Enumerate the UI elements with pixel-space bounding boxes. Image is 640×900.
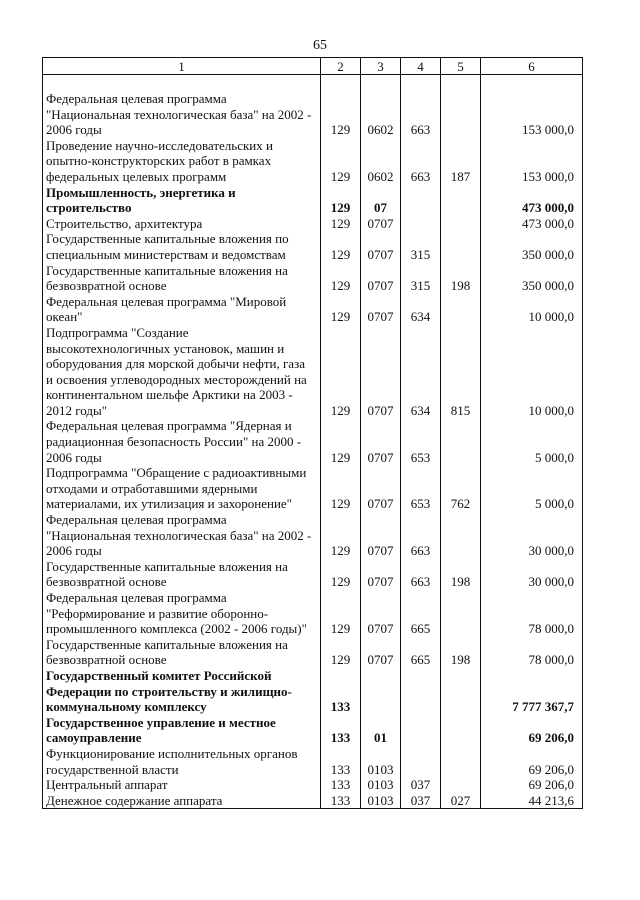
row-amount-cell: 350 000,0: [481, 263, 583, 294]
table-row: [43, 746, 583, 777]
row-code-4-cell: 634: [401, 294, 441, 325]
row-code-5-cell: [441, 185, 481, 216]
row-name-cell: Проведение научно-исследовательских и опытно-конструкторских работ в рамках федеральных целевых программ: [43, 138, 321, 185]
row-code-2-cell: 129: [321, 637, 361, 668]
table-row: [43, 465, 583, 512]
row-code-4-cell: 665: [401, 637, 441, 668]
table-row: [43, 418, 583, 465]
row-name-cell: Государственные капитальные вложения на безвозвратной основе: [43, 559, 321, 590]
row-name-cell: Подпрограмма "Обращение с радиоактивными отходами и отработавшими ядерными материалами, их утилизация и захоронение": [43, 465, 321, 512]
table-row: [43, 637, 583, 668]
row-amount-cell: 78 000,0: [481, 637, 583, 668]
row-code-3-cell: 0602: [361, 138, 401, 185]
row-amount-cell: 5 000,0: [481, 418, 583, 465]
row-code-5-cell: [441, 91, 481, 138]
row-code-2-cell: 129: [321, 590, 361, 637]
row-code-4-cell: 315: [401, 231, 441, 262]
row-name-cell: Федеральная целевая программа "Ядерная и радиационная безопасность России" на 2000 - 2006 годы: [43, 418, 321, 465]
row-name-cell: Федеральная целевая программа "Национальная технологическая база" на 2002 - 2006 годы: [43, 512, 321, 559]
row-code-4-cell: 634: [401, 325, 441, 419]
column-header-2: 2: [321, 58, 361, 75]
row-code-3-cell: 0707: [361, 465, 401, 512]
row-code-4-cell: 037: [401, 777, 441, 793]
row-code-5-cell: [441, 216, 481, 232]
page-number: 65: [313, 38, 327, 53]
row-amount-cell: 44 213,6: [481, 793, 583, 809]
table-row: [43, 512, 583, 559]
column-header-3: 3: [361, 58, 401, 75]
column-header-1: 1: [43, 58, 321, 75]
row-code-5-cell: 187: [441, 138, 481, 185]
table-row: [43, 668, 583, 715]
row-code-3-cell: 01: [361, 715, 401, 746]
row-name-cell: Государственные капитальные вложения на безвозвратной основе: [43, 637, 321, 668]
table-row: [43, 216, 583, 232]
row-code-2-cell: 129: [321, 91, 361, 138]
row-amount-cell: 78 000,0: [481, 590, 583, 637]
row-code-5-cell: [441, 668, 481, 715]
row-amount-cell: 350 000,0: [481, 231, 583, 262]
table-row: [43, 138, 583, 185]
row-code-5-cell: [441, 418, 481, 465]
row-code-5-cell: [441, 294, 481, 325]
row-amount-cell: 69 206,0: [481, 777, 583, 793]
table-row: [43, 793, 583, 809]
row-amount-cell: 473 000,0: [481, 216, 583, 232]
row-name-cell: Промышленность, энергетика и строительство: [43, 185, 321, 216]
row-code-2-cell: 133: [321, 668, 361, 715]
row-code-5-cell: 198: [441, 637, 481, 668]
row-code-5-cell: [441, 512, 481, 559]
row-code-2-cell: 129: [321, 294, 361, 325]
row-name-cell: Федеральная целевая программа "Реформирование и развитие оборонно-промышленного комплекса (2002 - 2006 годы)": [43, 590, 321, 637]
column-header-6: 6: [481, 58, 583, 75]
row-code-5-cell: 815: [441, 325, 481, 419]
row-code-5-cell: 198: [441, 263, 481, 294]
row-code-3-cell: 07: [361, 185, 401, 216]
row-code-2-cell: 129: [321, 138, 361, 185]
column-header-4: 4: [401, 58, 441, 75]
row-name-cell: Федеральная целевая программа "Мировой океан": [43, 294, 321, 325]
row-amount-cell: 5 000,0: [481, 465, 583, 512]
row-code-4-cell: [401, 216, 441, 232]
row-code-3-cell: 0707: [361, 512, 401, 559]
row-code-3-cell: 0707: [361, 418, 401, 465]
row-name-cell: Денежное содержание аппарата: [43, 793, 321, 809]
table-row: [43, 777, 583, 793]
row-code-4-cell: 653: [401, 465, 441, 512]
table-row: [43, 590, 583, 637]
row-code-2-cell: 129: [321, 418, 361, 465]
row-name-cell: Государственные капитальные вложения по специальным министерствам и ведомствам: [43, 231, 321, 262]
row-amount-cell: 69 206,0: [481, 715, 583, 746]
row-name-cell: Государственный комитет Российской Федерации по строительству и жилищно-коммунальному комплексу: [43, 668, 321, 715]
row-code-3-cell: 0707: [361, 637, 401, 668]
row-code-2-cell: 129: [321, 465, 361, 512]
table-row: [43, 185, 583, 216]
row-name-cell: Федеральная целевая программа "Национальная технологическая база" на 2002 - 2006 годы: [43, 91, 321, 138]
row-code-4-cell: 663: [401, 559, 441, 590]
row-name-cell: Строительство, архитектура: [43, 216, 321, 232]
row-amount-cell: 10 000,0: [481, 325, 583, 419]
row-code-5-cell: [441, 590, 481, 637]
row-code-2-cell: 129: [321, 325, 361, 419]
row-amount-cell: 473 000,0: [481, 185, 583, 216]
row-amount-cell: 7 777 367,7: [481, 668, 583, 715]
row-code-2-cell: 133: [321, 715, 361, 746]
row-name-cell: Функционирование исполнительных органов государственной власти: [43, 746, 321, 777]
row-code-3-cell: 0707: [361, 590, 401, 637]
table-row: [43, 263, 583, 294]
row-code-4-cell: [401, 715, 441, 746]
row-code-3-cell: 0707: [361, 559, 401, 590]
row-name-cell: Подпрограмма "Создание высокотехнологичных установок, машин и оборудования для морской добычи нефти, газа и освоения углеводородных месторождений на континентальном шельфе Арктики на 2003 - 2012 годы": [43, 325, 321, 419]
row-code-4-cell: 037: [401, 793, 441, 809]
row-code-5-cell: 198: [441, 559, 481, 590]
row-code-2-cell: 129: [321, 263, 361, 294]
row-code-3-cell: 0707: [361, 325, 401, 419]
row-code-4-cell: 653: [401, 418, 441, 465]
row-code-3-cell: 0103: [361, 746, 401, 777]
row-code-3-cell: 0707: [361, 263, 401, 294]
row-amount-cell: 153 000,0: [481, 138, 583, 185]
row-name-cell: Государственное управление и местное самоуправление: [43, 715, 321, 746]
row-code-4-cell: 663: [401, 512, 441, 559]
row-code-2-cell: 129: [321, 185, 361, 216]
row-code-2-cell: 129: [321, 512, 361, 559]
row-name-cell: Государственные капитальные вложения на безвозвратной основе: [43, 263, 321, 294]
table-row: [43, 559, 583, 590]
budget-table: [42, 57, 583, 809]
row-code-4-cell: 663: [401, 138, 441, 185]
table-row: [43, 715, 583, 746]
row-code-5-cell: [441, 715, 481, 746]
row-code-5-cell: 762: [441, 465, 481, 512]
row-code-3-cell: 0707: [361, 216, 401, 232]
row-code-2-cell: 133: [321, 777, 361, 793]
row-code-4-cell: [401, 746, 441, 777]
row-code-3-cell: 0602: [361, 91, 401, 138]
table-spacer-row: [43, 75, 583, 92]
row-code-4-cell: [401, 668, 441, 715]
row-code-2-cell: 129: [321, 559, 361, 590]
table-header-row: [43, 58, 583, 75]
row-amount-cell: 30 000,0: [481, 559, 583, 590]
row-amount-cell: 153 000,0: [481, 91, 583, 138]
column-header-5: 5: [441, 58, 481, 75]
row-code-3-cell: 0103: [361, 777, 401, 793]
row-code-4-cell: [401, 185, 441, 216]
table-row: [43, 231, 583, 262]
table-row: [43, 325, 583, 419]
table-row: [43, 294, 583, 325]
row-code-3-cell: [361, 668, 401, 715]
row-amount-cell: 69 206,0: [481, 746, 583, 777]
row-code-2-cell: 133: [321, 793, 361, 809]
row-code-4-cell: 315: [401, 263, 441, 294]
row-code-5-cell: [441, 231, 481, 262]
row-code-3-cell: 0707: [361, 231, 401, 262]
row-amount-cell: 30 000,0: [481, 512, 583, 559]
row-code-3-cell: 0103: [361, 793, 401, 809]
row-code-4-cell: 663: [401, 91, 441, 138]
row-code-2-cell: 129: [321, 216, 361, 232]
row-code-4-cell: 665: [401, 590, 441, 637]
row-code-2-cell: 129: [321, 231, 361, 262]
row-amount-cell: 10 000,0: [481, 294, 583, 325]
row-name-cell: Центральный аппарат: [43, 777, 321, 793]
row-code-5-cell: [441, 746, 481, 777]
row-code-2-cell: 133: [321, 746, 361, 777]
row-code-5-cell: [441, 777, 481, 793]
table-row: [43, 91, 583, 138]
row-code-3-cell: 0707: [361, 294, 401, 325]
row-code-5-cell: 027: [441, 793, 481, 809]
